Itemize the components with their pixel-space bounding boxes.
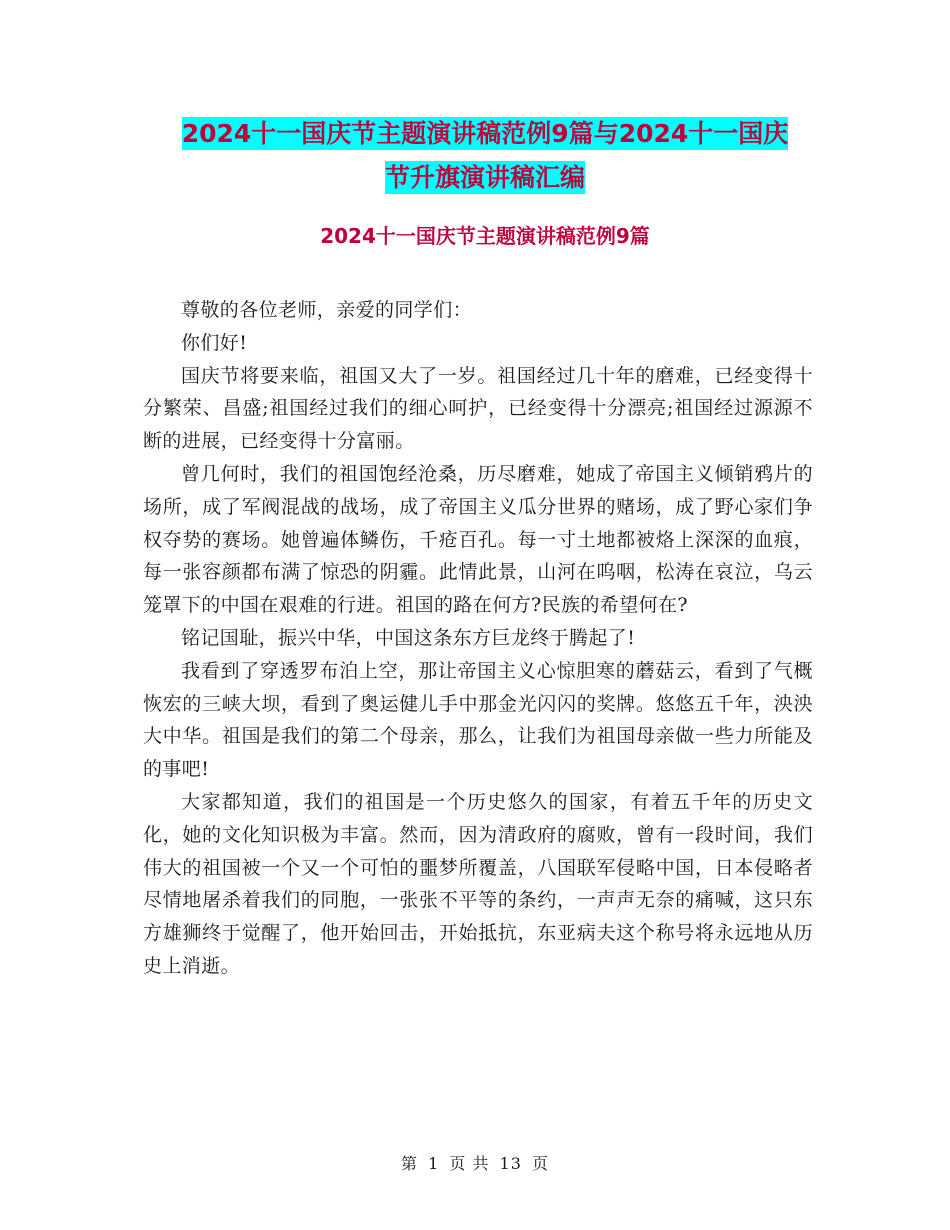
page-footer <box>0 1152 950 1176</box>
paragraph: 铭记国耻，振兴中华，中国这条东方巨龙终于腾起了! <box>181 626 636 649</box>
document-title-line1: 2024十一国庆节主题演讲稿范例9篇与2024十一国庆 <box>181 119 789 148</box>
section-title: 2024十一国庆节主题演讲稿范例9篇 <box>320 224 650 248</box>
document-title <box>140 112 830 200</box>
document-body <box>143 294 813 983</box>
footer-page-number: 1 <box>428 1154 440 1173</box>
document-title-line2: 节升旗演讲稿汇编 <box>384 163 585 192</box>
paragraph: 尊敬的各位老师，亲爱的同学们： <box>181 299 473 321</box>
paragraph: 你们好! <box>181 331 248 354</box>
paragraph: 我看到了穿透罗布泊上空，那让帝国主义心惊胆寒的蘑菇云，看到了气概恢宏的三峡大坝，看到了奥运健儿手中那金光闪闪的奖牌。悠悠五千年，泱泱大中华。祖国是我们的第二个母亲，那么，让我们为祖国母亲做一些力所能及的事吧! <box>143 659 813 781</box>
paragraph: 大家都知道，我们的祖国是一个历史悠久的国家，有着五千年的历史文化，她的文化知识极为丰富。然而，因为清政府的腐败，曾有一段时间，我们伟大的祖国被一个又一个可怕的噩梦所覆盖，八国联军侵略中国，日本侵略者尽情地屠杀着我们的同胞，一张张不平等的条约，一声声无奈的痛喊，这只东方雄狮终于觉醒了，他开始回击，开始抵抗，东亚病夫这个称号将永远地从历史上消逝。 <box>143 790 813 977</box>
footer-mid: 页 共 <box>449 1154 490 1173</box>
paragraph: 曾几何时，我们的祖国饱经沧桑，历尽磨难，她成了帝国主义倾销鸦片的场所，成了军阀混战的战场，成了帝国主义瓜分世界的赌场，成了野心家们争权夺势的赛场。她曾遍体鳞伤，千疮百孔。每一寸土地都被烙上深深的血痕，每一张容颜都布满了惊恐的阴霾。此情此景，山河在呜咽，松涛在哀泣，乌云笼罩下的中国在艰难的行进。祖国的路在何方?民族的希望何在? <box>143 462 813 617</box>
footer-suffix: 页 <box>532 1154 550 1173</box>
footer-total-pages: 13 <box>499 1154 522 1173</box>
paragraph: 国庆节将要来临，祖国又大了一岁。祖国经过几十年的磨难，已经变得十分繁荣、昌盛;祖国经过我们的细心呵护，已经变得十分漂亮;祖国经过源源不断的进展，已经变得十分富丽。 <box>143 364 813 453</box>
footer-prefix: 第 <box>400 1154 418 1173</box>
